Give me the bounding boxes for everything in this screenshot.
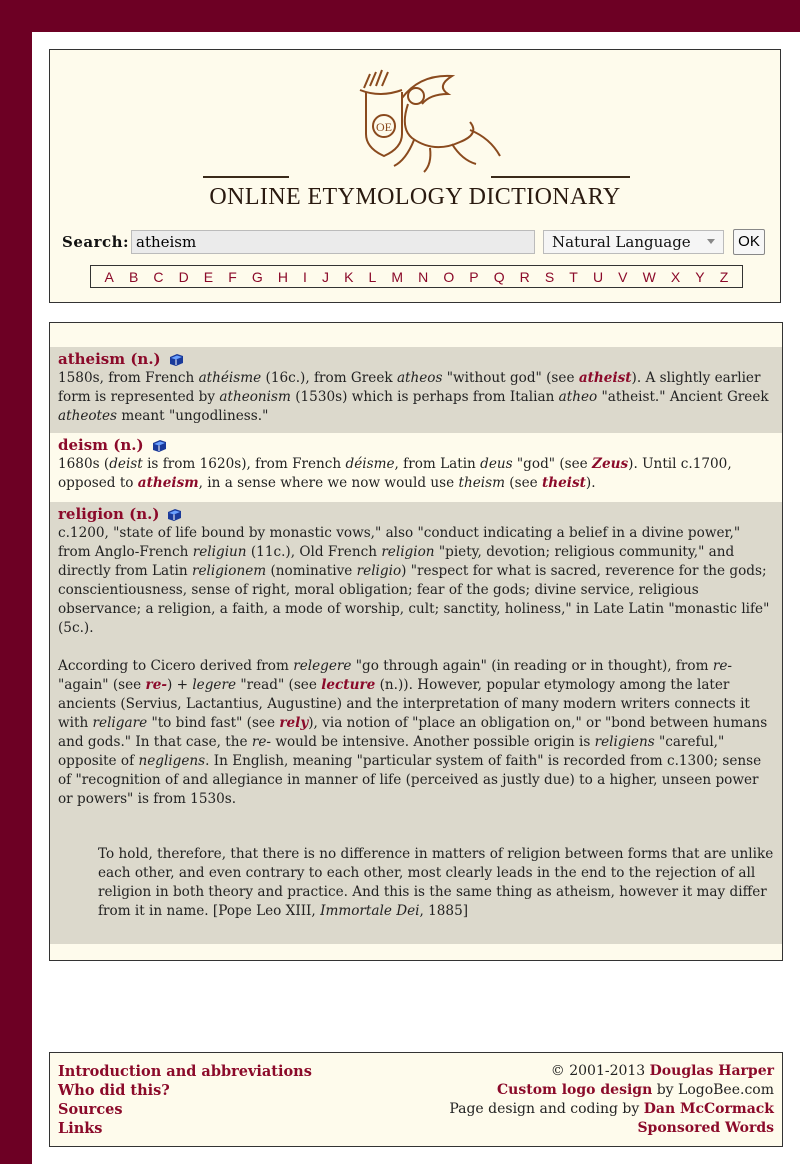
footer-link-0[interactable]: Introduction and abbreviations <box>58 1063 312 1080</box>
alphabet-letter-o[interactable]: O <box>443 268 455 285</box>
logo-rule-left <box>203 176 289 178</box>
search-label: Search: <box>62 233 130 251</box>
italic-term: atheos <box>396 370 443 386</box>
alphabet-letter-f[interactable]: F <box>228 268 237 285</box>
cross-reference-link[interactable]: atheist <box>578 370 632 386</box>
entry-atheism <box>50 347 782 433</box>
logo-design-link[interactable]: Custom logo design <box>497 1082 653 1098</box>
alphabet-letter-e[interactable]: E <box>203 268 214 285</box>
copyright-text: © 2001-2013 <box>550 1063 650 1079</box>
alphabet-letter-c[interactable]: C <box>153 268 164 285</box>
entry-definition: 1680s (deist is from 1620s), from French déisme, from Latin deus "god" (see Zeus). Until c.1700, opposed to atheism, in a sense where we now would use theism (see theist). <box>58 456 732 491</box>
alphabet-letter-x[interactable]: X <box>670 268 681 285</box>
italic-term: deus <box>480 456 513 472</box>
alphabet-letter-r[interactable]: R <box>519 268 530 285</box>
italic-term: theism <box>458 475 505 491</box>
results-panel <box>49 322 783 961</box>
italic-term: deist <box>109 456 143 472</box>
italic-term: legere <box>192 677 237 693</box>
footer-links <box>58 1062 312 1138</box>
cross-reference-link[interactable]: atheism <box>137 475 199 491</box>
italic-term: re- <box>712 658 732 674</box>
italic-term: relegere <box>293 658 352 674</box>
page-designer-link[interactable]: Dan McCormack <box>643 1101 774 1117</box>
search-bar <box>62 230 772 256</box>
entry-quotation: To hold, therefore, that there is no difference in matters of religion between forms that are unlike each other, and even contrary to each other, most clearly leads in the end to the rejection of all religion in both theory and practice. And this is the same thing as atheism, however it may differ from it in name. [Pope Leo XIII, Immortale Dei, 1885] <box>98 846 774 919</box>
chevron-down-icon <box>707 239 715 244</box>
alphabet-letter-z[interactable]: Z <box>719 268 729 285</box>
alphabet-letter-b[interactable]: B <box>128 268 139 285</box>
book-icon[interactable] <box>169 354 184 366</box>
alphabet-letter-y[interactable]: Y <box>695 268 705 285</box>
italic-term: atheotes <box>58 408 118 424</box>
alphabet-letter-a[interactable]: A <box>104 268 114 285</box>
logo-design-credit: by LogoBee.com <box>652 1082 774 1098</box>
cross-reference-link[interactable]: theist <box>541 475 586 491</box>
entry-definition-continued: According to Cicero derived from relegere "go through again" (in reading or in thought), from re- "again" (see re-) + legere "read" (see lecture (n.)). However, popular etymology among the later ancients (Servius, Lactantius, Augustine) and the interpretation of many modern writers connects it with religare "to bind fast" (see rely), via notion of "place an obligation on," or "bond between humans and gods." In that case, the re- would be intensive. Another possible origin is religiens "careful," opposite of negligens. In English, meaning "particular system of faith" is recorded from c.1300; sense of "recognition of and allegiance in manner of life (perceived as justly due) to a higher, unseen power or powers" is from 1530s. <box>58 658 768 807</box>
italic-term: atheo <box>558 389 598 405</box>
footer-link-3[interactable]: Links <box>58 1120 103 1137</box>
search-submit-button[interactable]: OK <box>733 229 765 255</box>
author-link[interactable]: Douglas Harper <box>649 1063 774 1079</box>
search-mode-value: Natural Language <box>552 233 691 251</box>
alphabet-letter-n[interactable]: N <box>418 268 429 285</box>
footer-link-2[interactable]: Sources <box>58 1101 123 1118</box>
alphabet-nav <box>90 265 743 288</box>
page-design-text: Page design and coding by <box>449 1101 644 1117</box>
alphabet-letter-t[interactable]: T <box>569 268 578 285</box>
entry-definition: c.1200, "state of life bound by monastic vows," also "conduct indicating a belief in a divine power," from Anglo-French religiun (11c.), Old French religion "piety, devotion; religious community," and directly from Latin religionem (nominative religio) "respect for what is sacred, reverence for the gods; conscientiousness, sense of right, moral obligation; fear of the gods; divine service, religious observance; a religion, a faith, a mode of worship, cult; sanctity, holiness," in Late Latin "monastic life" (5c.). <box>58 525 770 636</box>
alphabet-letter-j[interactable]: J <box>321 268 329 285</box>
italic-term: religio <box>356 563 402 579</box>
site-footer <box>49 1052 783 1147</box>
italic-term: negligens <box>138 753 206 769</box>
footer-link-1[interactable]: Who did this? <box>58 1082 170 1099</box>
italic-term: athéisme <box>198 370 262 386</box>
alphabet-letter-d[interactable]: D <box>178 268 189 285</box>
alphabet-letter-h[interactable]: H <box>277 268 288 285</box>
entry-deism <box>50 433 782 502</box>
alphabet-letter-q[interactable]: Q <box>493 268 505 285</box>
entry-religion <box>50 502 782 944</box>
sponsored-words-link[interactable]: Sponsored Words <box>637 1120 774 1136</box>
italic-term: religiun <box>192 544 247 560</box>
italic-term: Immortale Dei <box>320 903 420 919</box>
alphabet-letter-v[interactable]: V <box>618 268 628 285</box>
entry-definition: 1580s, from French athéisme (16c.), from Greek atheos "without god" (see atheist). A slightly earlier form is represented by atheonism (1530s) which is perhaps from Italian atheo "atheist." Ancient Greek atheotes meant "ungodliness." <box>58 370 769 424</box>
footer-credits <box>449 1062 774 1138</box>
logo-rule-right <box>491 176 630 178</box>
book-icon[interactable] <box>152 440 167 452</box>
alphabet-letter-s[interactable]: S <box>544 268 555 285</box>
italic-term: religion <box>381 544 435 560</box>
site-header <box>49 49 781 303</box>
italic-term: déisme <box>345 456 395 472</box>
search-mode-select[interactable] <box>543 230 724 254</box>
cross-reference-link[interactable]: rely <box>279 715 309 731</box>
italic-term: re- <box>251 734 271 750</box>
alphabet-letter-i[interactable]: I <box>303 268 307 285</box>
winged-lion-logo[interactable] <box>330 68 510 180</box>
entry-term[interactable]: atheism (n.) <box>58 350 161 368</box>
cross-reference-link[interactable]: re- <box>145 677 167 693</box>
italic-term: religiens <box>594 734 655 750</box>
cross-reference-link[interactable]: lecture <box>321 677 376 693</box>
entry-term[interactable]: deism (n.) <box>58 436 144 454</box>
alphabet-letter-m[interactable]: M <box>391 268 404 285</box>
alphabet-letter-g[interactable]: G <box>251 268 263 285</box>
italic-term: religionem <box>191 563 267 579</box>
logo-wordmark[interactable]: ONLINE ETYMOLOGY DICTIONARY <box>209 184 621 210</box>
cross-reference-link[interactable]: Zeus <box>592 456 629 472</box>
book-icon[interactable] <box>167 509 182 521</box>
alphabet-letter-p[interactable]: P <box>469 268 479 285</box>
italic-term: atheonism <box>219 389 291 405</box>
alphabet-letter-u[interactable]: U <box>592 268 604 285</box>
alphabet-letter-w[interactable]: W <box>642 268 656 285</box>
alphabet-letter-l[interactable]: L <box>368 268 377 285</box>
entry-term[interactable]: religion (n.) <box>58 505 160 523</box>
alphabet-letter-k[interactable]: K <box>344 268 354 285</box>
search-input[interactable] <box>131 230 535 254</box>
logo-monogram: OE <box>376 120 392 134</box>
italic-term: religare <box>92 715 148 731</box>
